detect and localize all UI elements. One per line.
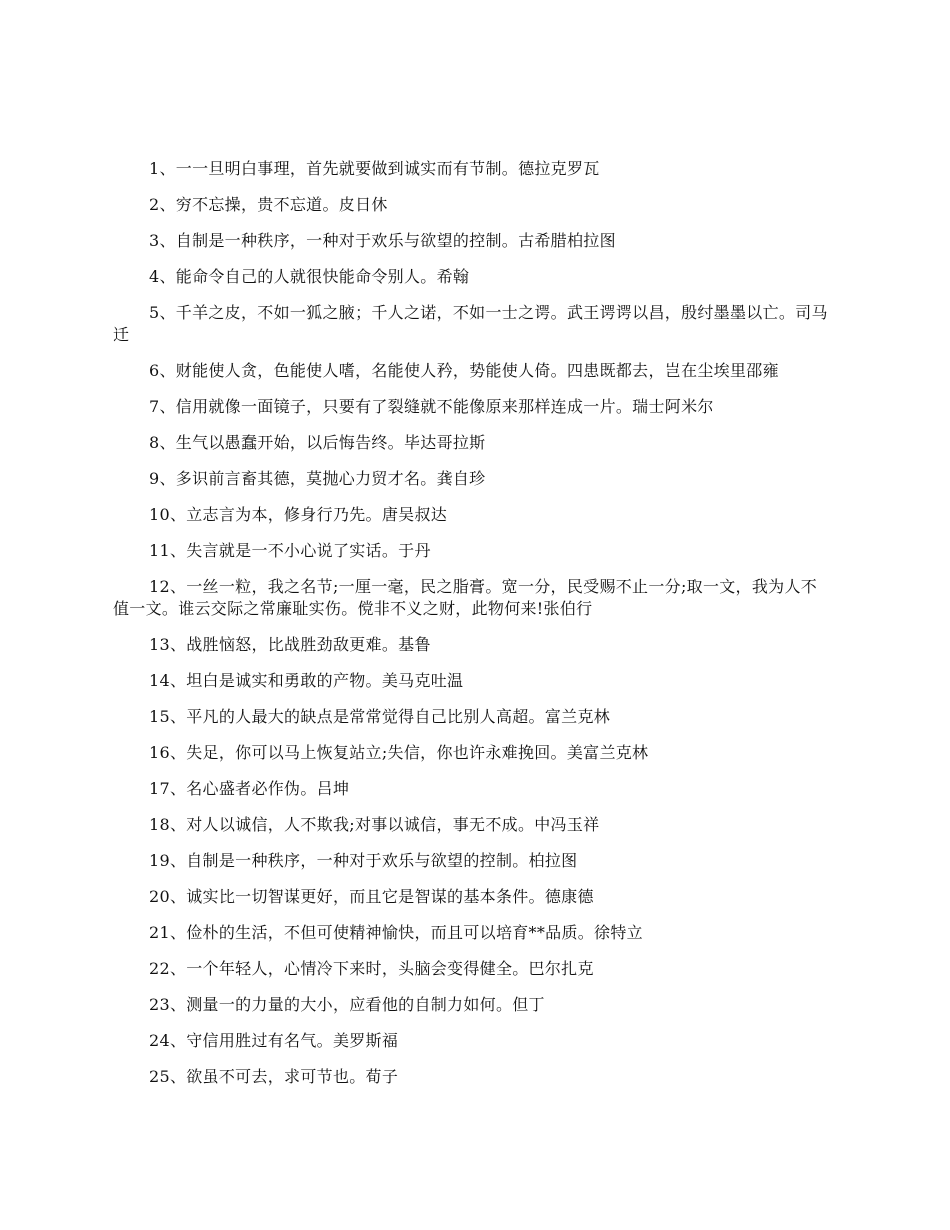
quote-item: 9、多识前言畜其德，莫抛心力贸才名。龚自珍 bbox=[149, 469, 486, 488]
quote-item: 17、名心盛者必作伪。吕坤 bbox=[149, 779, 350, 798]
quote-item: 24、守信用胜过有名气。美罗斯福 bbox=[149, 1031, 399, 1050]
quote-item: 5、千羊之皮，不如一狐之腋；千人之诺，不如一士之谔。武王谔谔以昌，殷纣墨墨以亡。司马迁 bbox=[113, 303, 828, 344]
quote-item: 22、一个年轻人，心情冷下来时，头脑会变得健全。巴尔扎克 bbox=[149, 959, 594, 978]
quote-item: 6、财能使人贪，色能使人嗜，名能使人矜，势能使人倚。四患既都去，岂在尘埃里邵雍 bbox=[149, 361, 779, 380]
quote-item: 13、战胜恼怒，比战胜劲敌更难。基鲁 bbox=[149, 635, 431, 654]
quote-item: 11、失言就是一不小心说了实话。于丹 bbox=[149, 541, 431, 560]
quote-item: 15、平凡的人最大的缺点是常常觉得自己比别人高超。富兰克林 bbox=[149, 707, 611, 726]
quote-item: 3、自制是一种秩序，一种对于欢乐与欲望的控制。古希腊柏拉图 bbox=[149, 231, 616, 250]
quote-item: 4、能命令自己的人就很快能命令别人。希翰 bbox=[149, 267, 470, 286]
quote-item: 20、诚实比一切智谋更好，而且它是智谋的基本条件。德康德 bbox=[149, 887, 594, 906]
quote-item: 25、欲虽不可去，求可节也。荀子 bbox=[149, 1067, 399, 1086]
quote-item: 8、生气以愚蠢开始，以后悔告终。毕达哥拉斯 bbox=[149, 433, 486, 452]
quote-item: 14、坦白是诚实和勇敢的产物。美马克吐温 bbox=[149, 671, 464, 690]
quote-item: 16、失足，你可以马上恢复站立;失信，你也许永难挽回。美富兰克林 bbox=[149, 743, 649, 762]
quote-item: 1、一一旦明白事理，首先就要做到诚实而有节制。德拉克罗瓦 bbox=[149, 159, 600, 178]
quote-item: 19、自制是一种秩序，一种对于欢乐与欲望的控制。柏拉图 bbox=[149, 851, 578, 870]
quote-item: 23、测量一的力量的大小，应看他的自制力如何。但丁 bbox=[149, 995, 545, 1014]
quote-item: 7、信用就像一面镜子，只要有了裂缝就不能像原来那样连成一片。瑞士阿米尔 bbox=[149, 397, 714, 416]
quote-item: 10、立志言为本，修身行乃先。唐吴叔达 bbox=[149, 505, 448, 524]
quote-item: 21、俭朴的生活，不但可使精神愉快，而且可以培育**品质。徐特立 bbox=[149, 923, 643, 942]
quote-list bbox=[113, 158, 831, 1102]
quote-item: 2、穷不忘操，贵不忘道。皮日休 bbox=[149, 195, 388, 214]
quote-item: 12、一丝一粒，我之名节;一厘一毫，民之脂膏。宽一分，民受赐不止一分;取一文，我为人不值一文。谁云交际之常廉耻实伤。傥非不义之财，此物何来!张伯行 bbox=[113, 577, 818, 618]
quote-item: 18、对人以诚信，人不欺我;对事以诚信，事无不成。中冯玉祥 bbox=[149, 815, 600, 834]
